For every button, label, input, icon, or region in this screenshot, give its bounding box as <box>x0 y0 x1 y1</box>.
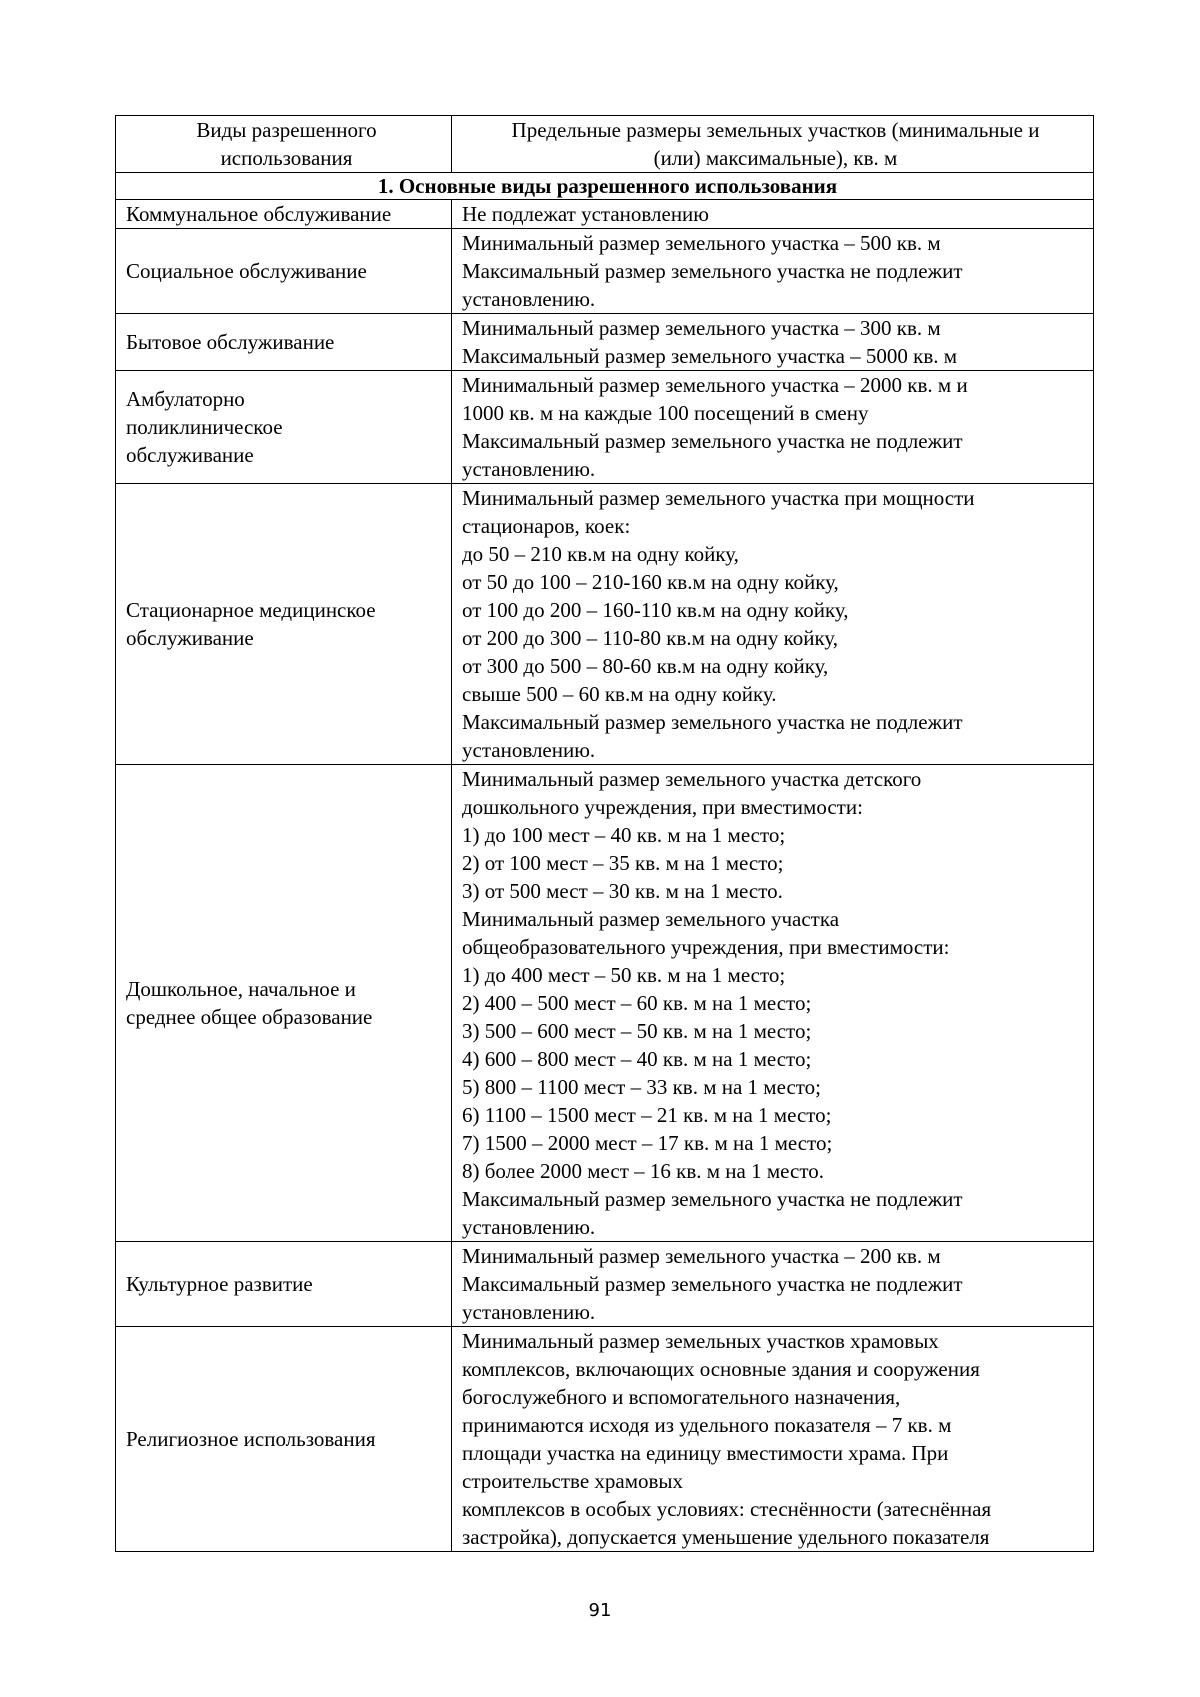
size-limit-text: 5) 800 – 1100 мест – 33 кв. м на 1 место; <box>462 1075 821 1099</box>
size-limit-text: 2) от 100 мест – 35 кв. м на 1 место; <box>462 851 784 875</box>
use-type-text: Религиозное использования <box>126 1427 376 1451</box>
size-limit-text: до 50 – 210 кв.м на одну койку, <box>462 542 739 566</box>
size-limit-cell <box>452 371 1094 484</box>
use-type-text: Культурное развитие <box>126 1272 313 1296</box>
size-limit-text: Максимальный размер земельного участка не подлежит <box>462 710 963 734</box>
header-use-line: использования <box>220 146 353 170</box>
size-limit-text: Максимальный размер земельного участка – 5000 кв. м <box>462 344 958 368</box>
use-type-text: Социальное обслуживание <box>126 259 367 283</box>
table-row <box>116 314 1094 371</box>
size-limit-text: Максимальный размер земельного участка не подлежит <box>462 259 963 283</box>
size-limit-text: Не подлежат установлению <box>462 202 709 226</box>
size-limit-text: от 100 до 200 – 160-110 кв.м на одну койку, <box>462 598 849 622</box>
size-limit-text: 3) 500 – 600 мест – 50 кв. м на 1 место; <box>462 1019 812 1043</box>
size-limit-text: дошкольного учреждения, при вместимости: <box>462 795 863 819</box>
table-header-row <box>116 116 1094 173</box>
size-limit-text: Минимальный размер земельных участков храмовых <box>462 1329 939 1353</box>
size-limit-text: Минимальный размер земельного участка – 300 кв. м <box>462 316 941 340</box>
use-type-cell <box>116 371 452 484</box>
use-type-text: обслуживание <box>126 626 254 650</box>
size-limit-text: 1) до 100 мест – 40 кв. м на 1 место; <box>462 823 786 847</box>
size-limit-cell <box>452 1242 1094 1327</box>
size-limit-text: установлению. <box>462 738 596 762</box>
size-limit-text: 6) 1100 – 1500 мест – 21 кв. м на 1 место; <box>462 1103 832 1127</box>
size-limit-text: от 300 до 500 – 80-60 кв.м на одну койку, <box>462 654 829 678</box>
use-type-cell <box>116 484 452 765</box>
size-limit-text: принимаются исходя из удельного показателя – 7 кв. м <box>462 1413 952 1437</box>
size-limit-text: Максимальный размер земельного участка не подлежит <box>462 429 963 453</box>
use-type-cell <box>116 1327 452 1552</box>
table-row <box>116 484 1094 765</box>
use-type-cell <box>116 314 452 371</box>
use-type-text: Бытовое обслуживание <box>126 330 335 354</box>
use-type-cell <box>116 200 452 229</box>
size-limit-text: 8) более 2000 мест – 16 кв. м на 1 место. <box>462 1159 824 1183</box>
size-limit-text: от 200 до 300 – 110-80 кв.м на одну койку, <box>462 626 839 650</box>
use-type-text: Дошкольное, начальное и <box>126 977 356 1001</box>
size-limit-text: комплексов в особых условиях: стеснённости (затеснённая <box>462 1497 992 1521</box>
use-type-cell <box>116 765 452 1242</box>
size-limit-text: Минимальный размер земельного участка – 500 кв. м <box>462 231 941 255</box>
table-body <box>116 116 1094 1552</box>
section-row <box>116 173 1094 200</box>
size-limit-cell <box>452 765 1094 1242</box>
size-limit-text: богослужебного и вспомогательного назначения, <box>462 1385 901 1409</box>
size-limit-text: Максимальный размер земельного участка не подлежит <box>462 1272 963 1296</box>
land-use-table <box>115 115 1094 1552</box>
use-type-text: Коммунальное обслуживание <box>126 202 392 226</box>
table-row <box>116 765 1094 1242</box>
table-row <box>116 1242 1094 1327</box>
table-row <box>116 1327 1094 1552</box>
size-limit-cell <box>452 200 1094 229</box>
size-limit-text: Минимальный размер земельного участка <box>462 907 840 931</box>
header-use-line: Виды разрешенного <box>196 118 377 142</box>
size-limit-cell <box>452 229 1094 314</box>
size-limit-text: 3) от 500 мест – 30 кв. м на 1 место. <box>462 879 783 903</box>
size-limit-cell <box>452 314 1094 371</box>
section-title: 1. Основные виды разрешенного использования <box>116 173 1094 200</box>
header-size-limits <box>452 116 1094 173</box>
table-row <box>116 371 1094 484</box>
size-limit-text: стационаров, коек: <box>462 514 631 538</box>
use-type-cell <box>116 1242 452 1327</box>
size-limit-text: 2) 400 – 500 мест – 60 кв. м на 1 место; <box>462 991 812 1015</box>
header-use-type <box>116 116 452 173</box>
size-limit-text: установлению. <box>462 457 596 481</box>
size-limit-text: площади участка на единицу вместимости храма. При <box>462 1441 949 1465</box>
size-limit-text: общеобразовательного учреждения, при вместимости: <box>462 935 950 959</box>
size-limit-text: строительстве храмовых <box>462 1469 684 1493</box>
use-type-text: Амбулаторно <box>126 387 245 411</box>
size-limit-text: застройка), допускается уменьшение удельного показателя <box>462 1525 990 1549</box>
size-limit-text: от 50 до 100 – 210-160 кв.м на одну койку, <box>462 570 839 594</box>
table-row <box>116 200 1094 229</box>
use-type-text: обслуживание <box>126 443 254 467</box>
size-limit-text: Минимальный размер земельного участка при мощности <box>462 486 975 510</box>
size-limit-text: Минимальный размер земельного участка – 2000 кв. м и <box>462 373 968 397</box>
size-limit-text: комплексов, включающих основные здания и сооружения <box>462 1357 980 1381</box>
size-limit-text: 1000 кв. м на каждые 100 посещений в смену <box>462 401 869 425</box>
size-limit-text: установлению. <box>462 1300 596 1324</box>
size-limit-text: 1) до 400 мест – 50 кв. м на 1 место; <box>462 963 786 987</box>
size-limit-text: Минимальный размер земельного участка детского <box>462 767 922 791</box>
size-limit-cell <box>452 1327 1094 1552</box>
size-limit-text: Минимальный размер земельного участка – 200 кв. м <box>462 1244 941 1268</box>
size-limit-text: свыше 500 – 60 кв.м на одну койку. <box>462 682 777 706</box>
use-type-text: поликлиническое <box>126 415 283 439</box>
use-type-cell <box>116 229 452 314</box>
size-limit-text: Максимальный размер земельного участка не подлежит <box>462 1187 963 1211</box>
table-row <box>116 229 1094 314</box>
page-number: 91 <box>588 1600 612 1621</box>
size-limit-text: 7) 1500 – 2000 мест – 17 кв. м на 1 место; <box>462 1131 833 1155</box>
size-limit-text: установлению. <box>462 1215 596 1239</box>
size-limit-text: 4) 600 – 800 мест – 40 кв. м на 1 место; <box>462 1047 812 1071</box>
size-limit-text: установлению. <box>462 287 596 311</box>
size-limit-cell <box>452 484 1094 765</box>
use-type-text: Стационарное медицинское <box>126 598 376 622</box>
header-size-line: (или) максимальные), кв. м <box>653 146 898 170</box>
use-type-text: среднее общее образование <box>126 1005 373 1029</box>
header-size-line: Предельные размеры земельных участков (минимальные и <box>511 118 1040 142</box>
